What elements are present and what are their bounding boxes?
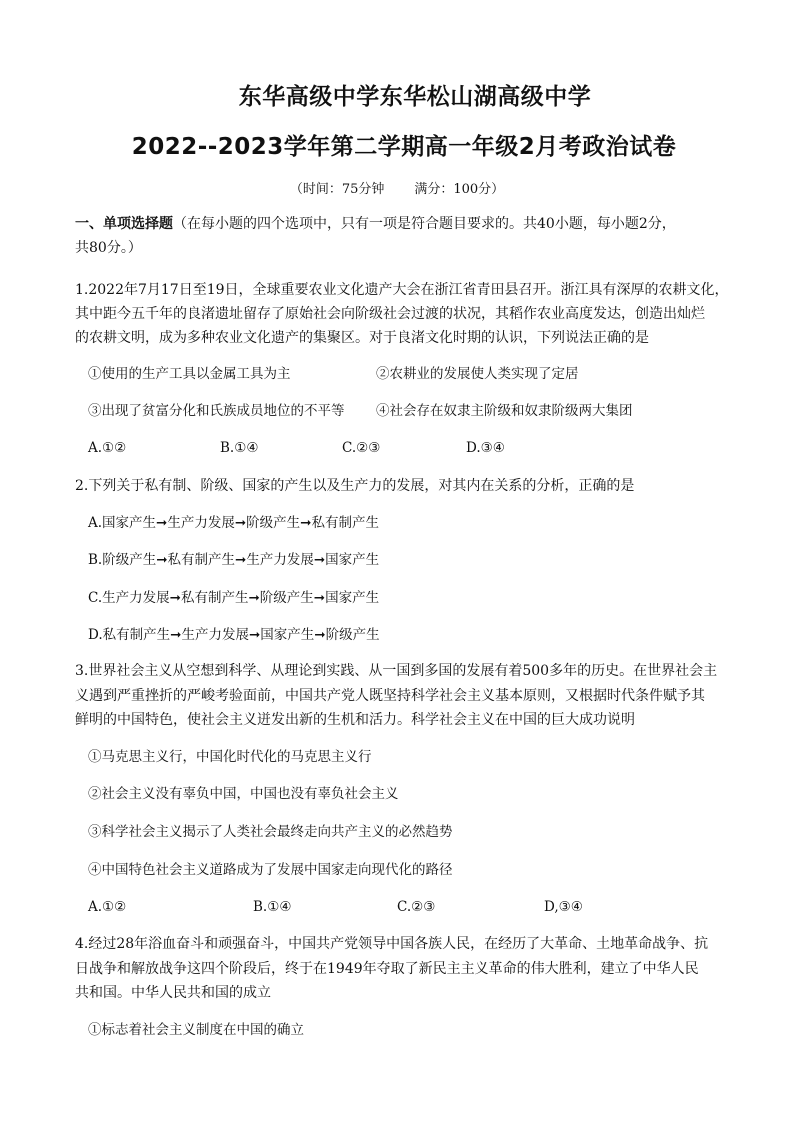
- q1-choice-c: C.②③: [342, 440, 381, 456]
- q3-choice-b: B.①④: [253, 899, 292, 915]
- question-3-line-3: 鲜明的中国特色，使社会主义迸发出新的生机和活力。科学社会主义在中国的巨大成功说明: [75, 712, 635, 728]
- question-1-line-2: 其中距今五千年的良渚遗址留存了原始社会向阶级社会过渡的状况，其稻作农业高度发达，创造出灿烂: [75, 306, 705, 322]
- q1-choice-a: A.①②: [88, 440, 127, 456]
- q3-statement-3: ③科学社会主义揭示了人类社会最终走向共产主义的必然趋势: [88, 824, 453, 840]
- q3-statement-1: ①马克思主义行，中国化时代化的马克思主义行: [88, 749, 372, 765]
- question-2-line-1: 2.下列关于私有制、阶级、国家的产生以及生产力的发展，对其内在关系的分析，正确的是: [75, 478, 635, 494]
- section-note: （在每小题的四个选项中，只有一项是符合题目要求的。共40小题，每小题2分，: [173, 216, 676, 232]
- q2-choice-a: A.国家产生➞生产力发展➞阶级产生➞私有制产生: [88, 515, 379, 531]
- q1-choice-d: D.③④: [466, 440, 505, 456]
- exam-time: （时间：75分钟: [289, 182, 385, 197]
- q3-choice-a: A.①②: [88, 899, 127, 915]
- exam-title: 2022--2023学年第二学期高一年级2月考政治试卷: [131, 134, 677, 160]
- question-4-line-3: 共和国。中华人民共和国的成立: [75, 985, 271, 1001]
- q3-choice-c: C.②③: [397, 899, 436, 915]
- exam-score: 满分：100分）: [414, 182, 505, 197]
- question-4-line-2: 日战争和解放战争这四个阶段后，终于在1949年夺取了新民主主义革命的伟大胜利，建立了中华人民: [75, 961, 699, 977]
- q3-statement-2: ②社会主义没有辜负中国，中国也没有辜负社会主义: [88, 786, 399, 802]
- q1-statement-2: ②农耕业的发展使人类实现了定居: [376, 366, 579, 382]
- q1-statement-1: ①使用的生产工具以金属工具为主: [88, 366, 291, 382]
- q2-choice-d: D.私有制产生➞生产力发展➞国家产生➞阶级产生: [88, 627, 380, 643]
- exam-meta: [0, 178, 794, 197]
- question-3-line-1: 3.世界社会主义从空想到科学、从理论到实践、从一国到多国的发展有着500多年的历史。在世界社会主: [75, 663, 718, 679]
- section-note-continued: 共80分。）: [75, 240, 142, 256]
- q3-choice-d: D,③④: [544, 899, 583, 915]
- q1-choice-b: B.①④: [220, 440, 259, 456]
- question-1-line-1: 1.2022年7月17日至19日，全球重要农业文化遗产大会在浙江省青田县召开。浙江具有深厚的农耕文化，: [75, 282, 729, 298]
- question-3-line-2: 义遇到严重挫折的严峻考验面前，中国共产党人既坚持科学社会主义基本原则，又根据时代条件赋予其: [75, 688, 705, 704]
- question-4-line-1: 4.经过28年浴血奋斗和顽强奋斗，中国共产党领导中国各族人民，在经历了大革命、土地革命战争、抗: [75, 936, 709, 952]
- q4-statement-1: ①标志着社会主义制度在中国的确立: [88, 1022, 304, 1038]
- school-title: 东华高级中学东华松山湖高级中学: [238, 84, 592, 110]
- q2-choice-b: B.阶级产生➞私有制产生➞生产力发展➞国家产生: [88, 552, 380, 568]
- q2-choice-c: C.生产力发展➞私有制产生➞阶级产生➞国家产生: [88, 590, 380, 606]
- question-1-line-3: 的农耕文明，成为多种农业文化遗产的集聚区。对于良渚文化时期的认识，下列说法正确的是: [75, 330, 649, 346]
- q1-statement-4: ④社会存在奴隶主阶级和奴隶阶级两大集团: [376, 403, 633, 419]
- section-heading: [75, 214, 676, 234]
- q3-statement-4: ④中国特色社会主义道路成为了发展中国家走向现代化的路径: [88, 862, 453, 878]
- q1-statement-3: ③出现了贫富分化和氏族成员地位的不平等: [88, 403, 345, 419]
- section-title: 一、单项选择题: [75, 216, 173, 232]
